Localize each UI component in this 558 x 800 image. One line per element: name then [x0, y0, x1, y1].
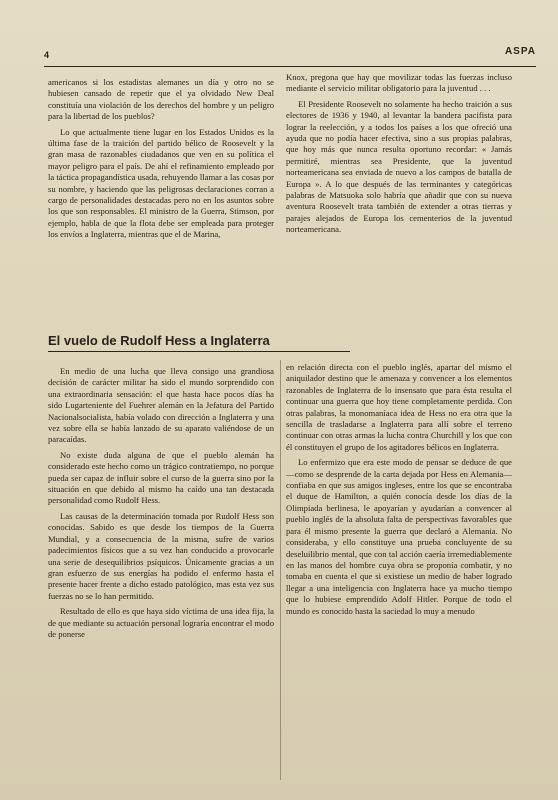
article-left-column — [48, 366, 274, 778]
header-rule — [44, 66, 536, 67]
column-divider — [280, 360, 281, 780]
paragraph: Las causas de la determinación tomada por Rudolf Hess son conocidas. Sabido es que desde los tiempos de la Guerra Mundial, y a consecuencia de la misma, sufre de varios padecimientos físicos que a su vez han conducido a provocarle una serie de desequilibrios psíquicos. Únicamente gracias a un gran esfuerzo de sus energías ha podido el enfermo hasta el presente hacer frente a dicho estado patológico, mas esta vez sus fuerzas no se lo han permitido. — [48, 510, 274, 601]
article-right-column — [286, 362, 512, 782]
top-right-column — [286, 72, 512, 284]
paragraph: Lo que actualmente tiene lugar en los Estados Unidos es la última fase de la traición del partido bélico de Roosevelt y la gran masa de razonables ciudadanos que ven en su política el mayor peligro para el país. De ahí el refinamiento empleado por la táctica propagandística usada, rehuyendo llamar a las cosas por su nombre, y haciendo que las peligrosas declaraciones corran a cargo de personalidades destacadas pero no en los asuntos sobre los que son responsables. El ministro de la Guerra, Stimson, por ejemplo, habla de que la flota debe ser empleada para proteger los envíos a Inglaterra, mientras que el de Marina, — [48, 126, 274, 240]
magazine-name: ASPA — [504, 46, 536, 57]
paragraph: americanos si los estadistas alemanes un día y otro no se hubiesen cansado de repetir que el ya olvidado New Deal constituía una violación de los derechos del hombre y un peligro para la libertad de los pueblos? — [48, 77, 274, 122]
top-left-column — [48, 77, 274, 252]
article-title: El vuelo de Rudolf Hess a Inglaterra — [48, 333, 270, 348]
paragraph: Knox, pregona que hay que movilizar todas las fuerzas incluso mediante el servicio militar obligatorio para la juventud . . . — [286, 72, 512, 94]
page-header — [44, 46, 536, 64]
paragraph: No existe duda alguna de que el pueblo alemán ha considerado este hecho como un trágico contratiempo, no porque pueda ser capaz de influir sobre el curso de la guerra sino por la situación en que debido al mismo ha caído una tan destacada personalidad como Rudolf Hess. — [48, 449, 274, 506]
paragraph: Resultado de ello es que haya sido víctima de una idea fija, la de que mediante su actuación personal lograría encontrar el modo de ponerse — [48, 606, 274, 639]
page-number: 4 — [44, 50, 50, 60]
title-rule — [48, 351, 350, 352]
paragraph: En medio de una lucha que lleva consigo una grandiosa decisión de carácter militar ha sido el mundo sorprendido con una extraordinaria sensación: el que hasta hace pocos días ha sido Lugarteniente del Fuehrer alemán en la Jefatura del Partido Nacionalsocialista, había volado con dirección a Inglaterra y una vez sobre ella se había lanzado de su aparato valiéndose de un paracaídas. — [48, 366, 274, 445]
paragraph: El Presidente Roosevelt no solamente ha hecho traición a sus electores de 1936 y 1940, al levantar la bandera pacifista para lograr la reelección, y a todos los países a los que ofreció una ayuda que no podía hacer efectiva, sino a sus propias palabras, que hoy más que nunca resulta oportuno recordar: « Jamás permitiré, mientras sea Presidente, que la juventud norteamericana sea enviada de nuevo a los campos de batalla de Europa ». A lo que después de las terminantes y categóricas palabras de Matsuoka solo habría que añadir que con su nueva aventura Roosevelt trata también de extender a otras tierras y parajes alejados de Europa los cementerios de la juventud norteamericana. — [286, 98, 512, 235]
paragraph: en relación directa con el pueblo inglés, apartar del mismo el aniquilador destino que le amenaza y convencer a los elementos razonables de Inglaterra de lo insensato que para ésta resulta el continuar una guerra que hoy tiene completamente perdida. Con otras palabras, la monomaníaca idea de Hess no era otra que la sencilla de trasladarse a Inglaterra para allí sobre el terreno continuar con otras armas la lucha contra Churchill y los que con él constituyen el grupo de los agitadores bélicos en Inglaterra. — [286, 362, 512, 452]
paragraph: Lo enfermizo que era este modo de pensar se deduce de que—como se desprende de la carta dejada por Hess en Alemania—confiaba en que sus amigos ingleses, entre los que se encontraba el duque de Hamilton, a quién conocía desde los días de la Olimpiada berlinesa, le apoyarían y ayudarían a convencer al pueblo inglés de la absoluta falta de perspectivas favorables que para él mismo presente la guerra que declaró a Alemania. No consideraba, y ello constituye una prueba concluyente de su deseluilibrio mental, que con tal acción caería irremediablemente en las manos del hombre cuya obra se proponía combatir, y no tomaba en cuenta el que si existiese un medio de haber logrado llegar a una inteligencia con Inglaterra hace ya mucho tiempo que lo hubiese emprendido Adolf Hitler. Porque de todo el mundo es conocido hasta la saciedad lo muy a menudo — [286, 457, 512, 616]
